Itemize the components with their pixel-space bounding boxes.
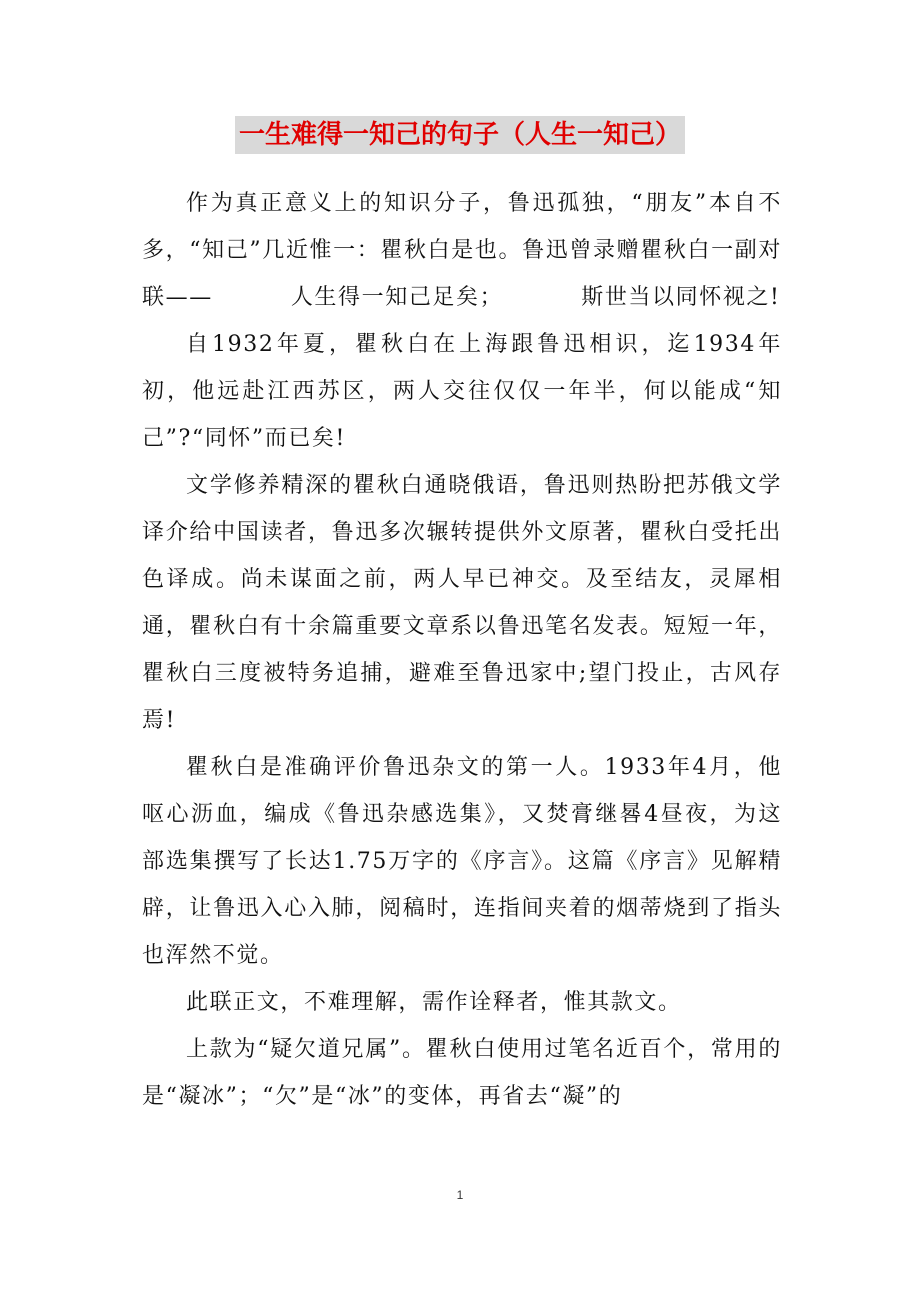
paragraph-3: 文学修养精深的瞿秋白通晓俄语，鲁迅则热盼把苏俄文学译介给中国读者，鲁迅多次辗转提供外文原著，瞿秋白受托出色译成。尚未谋面之前，两人早已神交。及至结友，灵犀相通，瞿秋白有十余篇重要文章系以鲁迅笔名发表。短短一年，瞿秋白三度被特务追捕，避难至鲁迅家中;望门投止，古风存焉! <box>142 473 782 733</box>
paragraph-6: 上款为“疑欠道兄属”。瞿秋白使用过笔名近百个，常用的是“凝冰”；“欠”是“冰”的变体，再省去“凝”的 <box>142 1037 782 1109</box>
paragraph-5: 此联正文，不难理解，需作诠释者，惟其款文。 <box>186 990 682 1015</box>
paragraph-4: 瞿秋白是准确评价鲁迅杂文的第一人。1933年4月，他呕心沥血，编成《鲁迅杂感选集》，又焚膏继晷4昼夜，为这部选集撰写了长达1.75万字的《序言》。这篇《序言》见解精辟，让鲁迅入心入肺，阅稿时，连指间夹着的烟蒂烧到了指头也浑然不觉。 <box>142 755 782 968</box>
couplet-line-1: 人生得一知己足矣； <box>290 285 504 310</box>
page-number: 1 <box>456 1188 464 1202</box>
paragraph-2: 自1932年夏，瞿秋白在上海跟鲁迅相识，迄1934年初，他远赴江西苏区，两人交往仅仅一年半，何以能成“知己”?“同怀”而已矣! <box>142 332 782 451</box>
couplet-line-2: 斯世当以同怀视之! <box>581 285 781 310</box>
paragraph-1 <box>142 180 782 321</box>
document-body <box>142 180 782 1120</box>
document-title: 一生难得一知己的句子（人生一知己） <box>235 116 685 154</box>
paragraph-1-text: 作为真正意义上的知识分子，鲁迅孤独，“朋友”本自不多，“知己”几近惟一：瞿秋白是也。鲁迅曾录赠瞿秋白一副对联—— <box>142 191 782 310</box>
title-container <box>0 116 920 154</box>
